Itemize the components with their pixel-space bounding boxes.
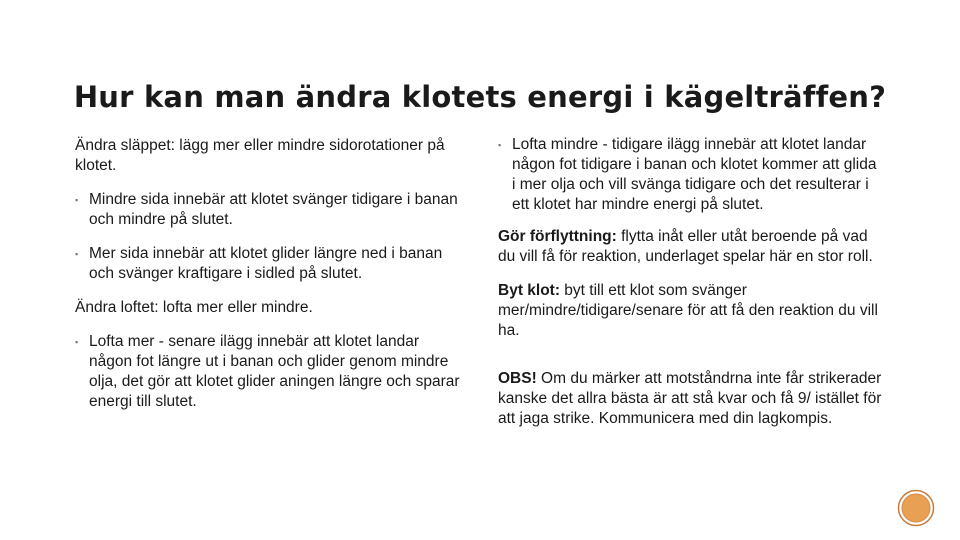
bullet-item [75, 332, 465, 412]
bullet-text: Lofta mindre - tidigare ilägg innebär att klotet landar någon fot tidigare i banan och klotet kommer att glida i mer olja och vill svänga tidigare och det resulterar i ett klotet har mindre energi på slutet. [512, 136, 877, 213]
bullet-marker-icon: ▪ [498, 140, 502, 150]
bullet-text: Mer sida innebär att klotet glider längre ned i banan och svänger kraftigare i sidled på slutet. [89, 245, 443, 282]
bullet-marker-icon: ▪ [75, 195, 79, 205]
loft-heading: Ändra loftet: lofta mer eller mindre. [75, 299, 313, 316]
move-paragraph [498, 227, 883, 267]
bullet-text: Mindre sida innebär att klotet svänger tidigare i banan och mindre på slutet. [89, 191, 458, 228]
right-column [498, 135, 883, 429]
corner-logo-icon [897, 489, 935, 527]
left-column [75, 136, 465, 412]
bullet-text: Lofta mer - senare ilägg innebär att klotet landar någon fot längre ut i banan och glider genom mindre olja, det gör att klotet glider aningen längre och sparar energi till slutet. [89, 333, 460, 410]
move-text: flytta inåt eller utåt beroende på vad du vill få för reaktion, underlaget spelar här en stor roll. [498, 228, 873, 265]
ball-label: Byt klot: [498, 282, 560, 299]
bullet-item [75, 190, 465, 230]
note-paragraph [498, 369, 883, 429]
bullet-marker-icon: ▪ [75, 249, 79, 259]
note-label: OBS! [498, 370, 537, 387]
ball-text: byt till ett klot som svänger mer/mindre/tidigare/senare för att få den reaktion du vill ha. [498, 282, 878, 339]
release-heading: Ändra släppet: lägg mer eller mindre sidorotationer på klotet. [75, 137, 445, 174]
note-text: Om du märker att motståndrna inte får strikerader kanske det allra bästa är att stå kvar och få 9/ istället för att jaga strike. Kommunicera med din lagkompis. [498, 370, 882, 427]
ball-paragraph [498, 281, 883, 341]
move-label: Gör förflyttning: [498, 228, 617, 245]
slide-title: Hur kan man ändra klotets energi i kägelträffen? [73, 80, 887, 114]
bullet-item [75, 244, 465, 284]
bullet-item [498, 135, 883, 215]
bullet-marker-icon: ▪ [75, 337, 79, 347]
